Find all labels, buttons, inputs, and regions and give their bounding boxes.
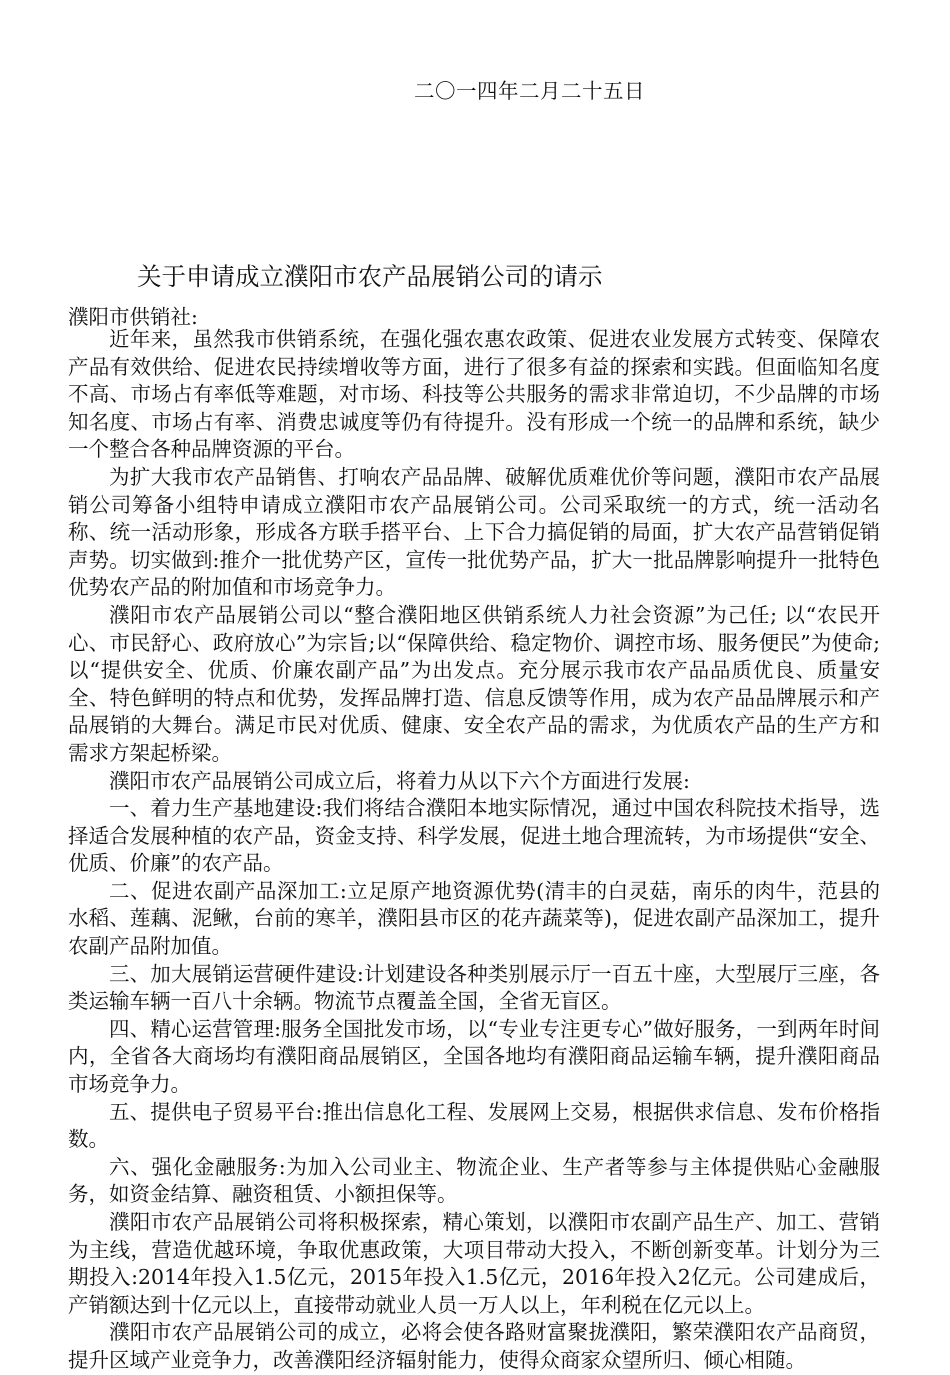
document-title: 关于申请成立濮阳市农产品展销公司的请示: [137, 262, 603, 291]
paragraph: 近年来，虽然我市供销系统，在强化强农惠农政策、促进农业发展方式转变、保障农产品有效供给、促进农民持续增收等方面，进行了很多有益的探索和实践。但面临知名度不高、市场占有率低等难题，对市场、科技等公共服务的需求非常迫切，不少品牌的市场知名度、市场占有率、消费忠诚度等仍有待提升。没有形成一个统一的品牌和系统，缺少一个整合各种品牌资源的平台。: [68, 327, 880, 462]
paragraph: 濮阳市农产品展销公司将积极探索，精心策划，以濮阳市农副产品生产、加工、营销为主线，营造优越环境，争取优惠政策，大项目带动大投入，不断创新变革。计划分为三期投入:2014年投入1.5亿元，2015年投入1.5亿元，2016年投入2亿元。公司建成后，产销额达到十亿元以上，直接带动就业人员一万人以上，年利税在亿元以上。: [68, 1210, 880, 1317]
document-body: [68, 326, 880, 1375]
paragraph: 濮阳市农产品展销公司以“整合濮阳地区供销系统人力社会资源”为己任; 以“农民开心、市民舒心、政府放心”为宗旨;以“保障供给、稳定物价、调控市场、服务便民”为使命;以“提供安全、优质、价廉农副产品”为出发点。充分展示我市农产品品质优良、质量安全、特色鲜明的特点和优势，发挥品牌打造、信息反馈等作用，成为农产品品牌展示和产品展销的大舞台。满足市民对优质、健康、安全农产品的需求，为优质农产品的生产方和需求方架起桥梁。: [68, 602, 880, 765]
paragraph: 二、促进农副产品深加工:立足原产地资源优势(清丰的白灵菇，南乐的肉牛，范县的水稻、莲藕、泥鳅，台前的寒羊，濮阳县市区的花卉蔬菜等)，促进农副产品深加工，提升农副产品附加值。: [68, 878, 880, 959]
paragraph: 为扩大我市农产品销售、打响农产品品牌、破解优质难优价等问题，濮阳市农产品展销公司筹备小组特申请成立濮阳市农产品展销公司。公司采取统一的方式，统一活动名称、统一活动形象，形成各方联手搭平台、上下合力搞促销的局面，扩大农产品营销促销声势。切实做到:推介一批优势产区，宣传一批优势产品，扩大一批品牌影响提升一批特色优势农产品的附加值和市场竞争力。: [68, 464, 880, 600]
salutation: 濮阳市供销社:: [68, 305, 198, 329]
paragraph: 一、着力生产基地建设:我们将结合濮阳本地实际情况，通过中国农科院技术指导，选择适合发展种植的农产品，资金支持、科学发展，促进土地合理流转，为市场提供“安全、优质、价廉”的农产品。: [68, 796, 880, 876]
paragraph: 六、强化金融服务:为加入公司业主、物流企业、生产者等参与主体提供贴心金融服务，如资金结算、融资租赁、小额担保等。: [68, 1154, 880, 1207]
document-date: 二〇一四年二月二十五日: [414, 79, 645, 103]
paragraph: 濮阳市农产品展销公司成立后，将着力从以下六个方面进行发展:: [109, 768, 690, 793]
paragraph: 四、精心运营管理:服务全国批发市场，以“专业专注更专心”做好服务，一到两年时间内，全省各大商场均有濮阳商品展销区，全国各地均有濮阳商品运输车辆，提升濮阳商品市场竞争力。: [68, 1016, 880, 1097]
paragraph: 五、提供电子贸易平台:推出信息化工程、发展网上交易，根据供求信息、发布价格指数。: [68, 1099, 880, 1152]
paragraph: 三、加大展销运营硬件建设:计划建设各种类别展示厅一百五十座，大型展厅三座，各类运输车辆一百八十余辆。物流节点覆盖全国，全省无盲区。: [68, 961, 880, 1014]
paragraph: 濮阳市农产品展销公司的成立，必将会使各路财富聚拢濮阳，繁荣濮阳农产品商贸，提升区域产业竞争力，改善濮阳经济辐射能力，使得众商家众望所归、倾心相随。: [68, 1320, 880, 1372]
